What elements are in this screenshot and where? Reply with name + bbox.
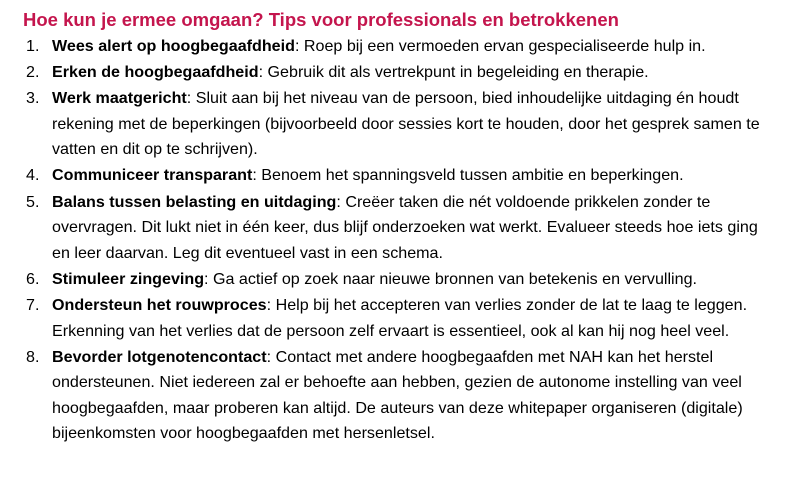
- list-item: [23, 267, 780, 293]
- item-text: : Creëer taken die nét voldoende prikkelen zonder te overvragen. Dit lukt niet in één keer, dus blijf onderzoeken wat werkt. Evalueer steeds hoe iets ging en leer daarvan. Leg dit eventueel vast in een schema.: [52, 192, 758, 262]
- item-title: Stimuleer zingeving: [52, 269, 205, 288]
- item-number: 2.: [26, 63, 40, 82]
- item-number: 4.: [26, 166, 40, 185]
- item-title: Erken de hoogbegaafdheid: [52, 63, 259, 82]
- list-item: [23, 163, 780, 189]
- tips-list: [23, 34, 780, 447]
- item-number: 3.: [26, 89, 40, 108]
- item-text: : Ga actief op zoek naar nieuwe bronnen van betekenis en vervulling.: [204, 269, 697, 288]
- item-title: Bevorder lotgenotencontact: [52, 347, 267, 366]
- item-number: 8.: [26, 347, 40, 366]
- item-number: 6.: [26, 269, 40, 288]
- section-heading: Hoe kun je ermee omgaan? Tips voor professionals en betrokkenen: [23, 9, 619, 30]
- item-number: 5.: [26, 192, 40, 211]
- list-item: [23, 34, 780, 60]
- list-item: [23, 190, 780, 267]
- item-number: 1.: [26, 37, 40, 55]
- item-text: : Benoem het spanningsveld tussen ambitie en beperkingen.: [252, 166, 684, 185]
- item-text: : Sluit aan bij het niveau van de persoon, bied inhoudelijke uitdaging én houdt rekening met de beperkingen (bijvoorbeeld door sessies kort te houden, door het gesprek samen te vatten en dit op te schrijven).: [52, 89, 760, 159]
- item-title: Balans tussen belasting en uitdaging: [52, 192, 337, 211]
- list-item: [23, 86, 780, 163]
- item-text: : Gebruik dit als vertrekpunt in begeleiding en therapie.: [258, 63, 649, 82]
- list-item: [23, 345, 780, 447]
- item-title: Ondersteun het rouwproces: [52, 295, 267, 314]
- item-title: Communiceer transparant: [52, 166, 253, 185]
- item-text: : Roep bij een vermoeden ervan gespecialiseerde hulp in.: [294, 37, 706, 55]
- list-item: [23, 60, 780, 86]
- list-item: [23, 293, 780, 344]
- item-text: : Contact met andere hoogbegaafden met NAH kan het herstel ondersteunen. Niet iedereen zal er behoefte aan hebben, gezien de autonome instelling van veel hoogbegaafden, maar proberen kan altijd. De auteurs van deze whitepaper organiseren (digitale) bijeenkomsten voor hoogbegaafden met hersenletsel.: [52, 347, 743, 443]
- item-title: Werk maatgericht: [52, 89, 187, 108]
- item-text: : Help bij het accepteren van verlies zonder de lat te laag te leggen. Erkenning van het verlies dat de persoon zelf ervaart is essentieel, ook al kan hij nog heel veel.: [52, 295, 748, 340]
- item-title: Wees alert op hoogbegaafdheid: [52, 37, 295, 55]
- item-number: 7.: [26, 295, 40, 314]
